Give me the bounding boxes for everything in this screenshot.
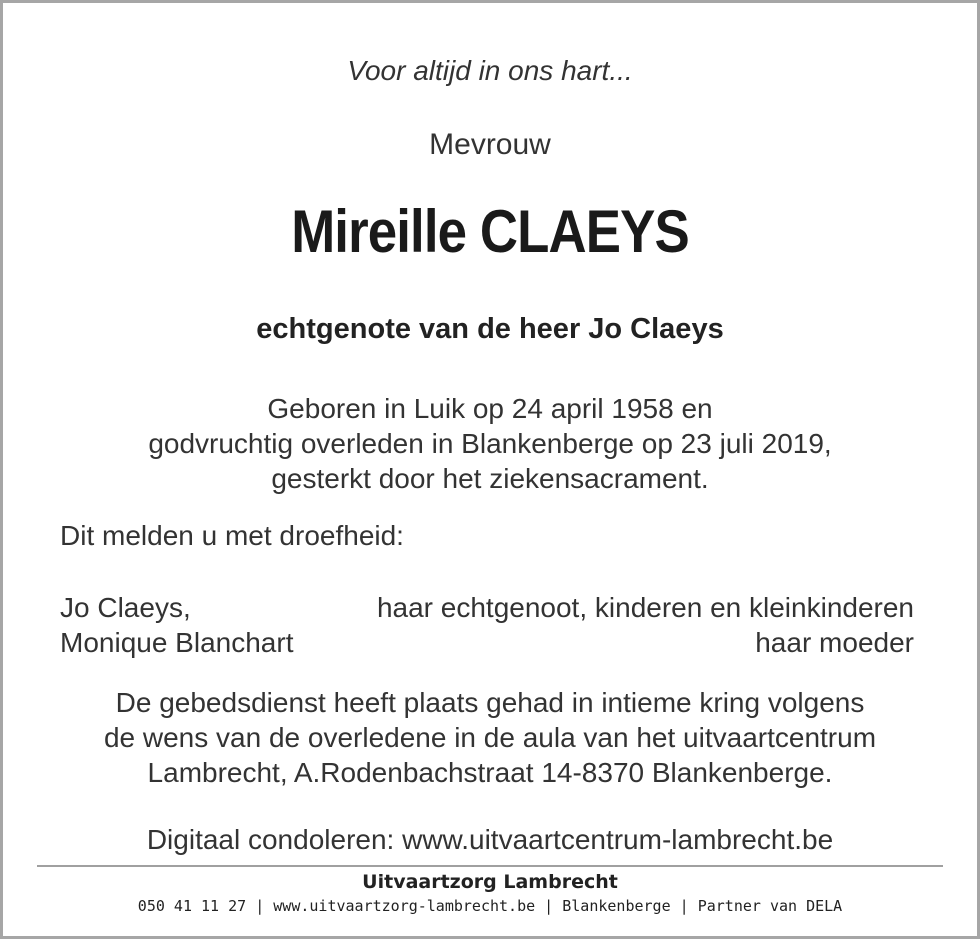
sacrament-line: gesterkt door het ziekensacrament.	[271, 463, 709, 494]
family-relation: haar moeder	[755, 627, 914, 658]
service-line: de wens van de overledene in de aula van het uitvaartcentrum	[103, 722, 877, 753]
birth-line: Geboren in Luik op 24 april 1958 en	[267, 393, 713, 424]
birth-death-info	[3, 391, 977, 496]
family-relation: haar echtgenoot, kinderen en kleinkinderen	[376, 592, 914, 623]
family-row	[60, 625, 914, 660]
service-info	[3, 685, 977, 790]
family-row	[60, 590, 914, 625]
condolence-line: Digitaal condoleren: www.uitvaartcentrum-lambrecht.be	[146, 824, 834, 855]
spouse-line: echtgenote van de heer Jo Claeys	[256, 313, 724, 345]
service-line: De gebedsdienst heeft plaats gehad in intieme kring volgens	[115, 687, 865, 718]
salutation: Mevrouw	[429, 128, 551, 161]
footer-divider	[37, 865, 943, 867]
family-person: Monique Blanchart	[60, 627, 294, 658]
deceased-name: Mireille CLAEYS	[291, 198, 689, 265]
tagline: Voor altijd in ons hart...	[347, 55, 633, 86]
death-line: godvruchtig overleden in Blankenberge op 23 juli 2019,	[148, 428, 832, 459]
family-list	[60, 590, 914, 660]
announcement-intro: Dit melden u met droefheid:	[60, 520, 404, 551]
funeral-company-name: Uitvaartzorg Lambrecht	[362, 871, 618, 893]
family-person: Jo Claeys,	[60, 592, 191, 623]
funeral-company-contact: 050 41 11 27 | www.uitvaartzorg-lambrecht.be | Blankenberge | Partner van DELA	[137, 897, 843, 915]
service-line: Lambrecht, A.Rodenbachstraat 14-8370 Blankenberge.	[147, 757, 833, 788]
